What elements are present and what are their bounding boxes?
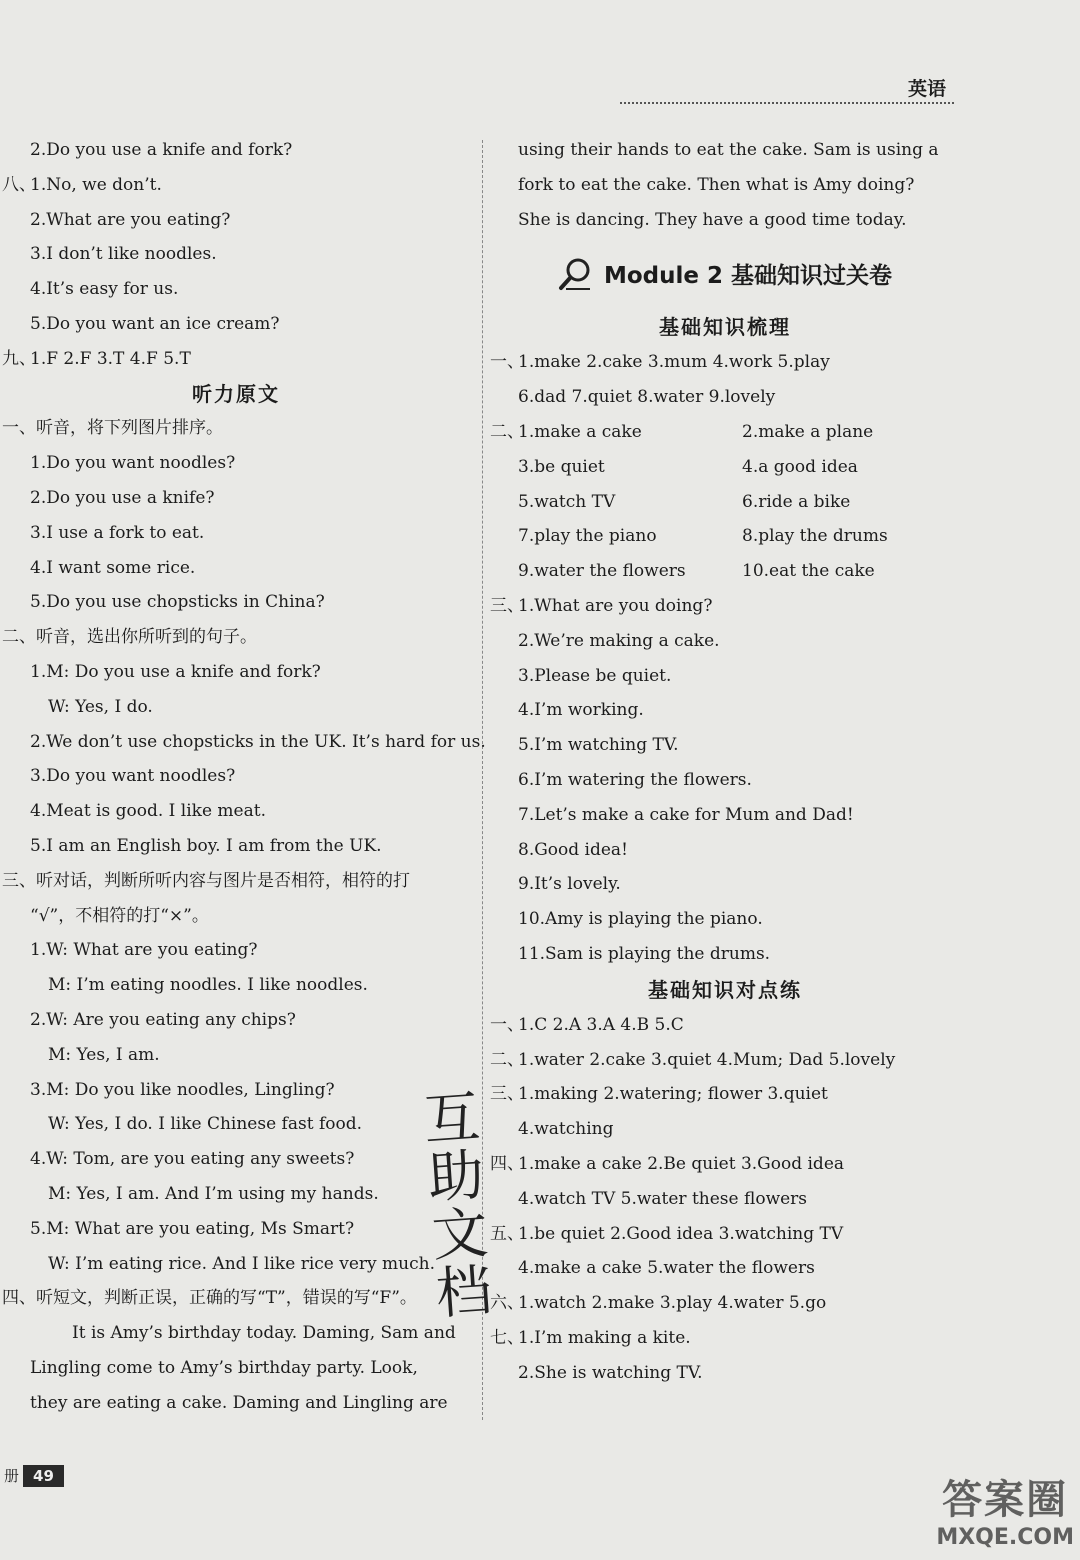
answer-text: 7.play the piano <box>518 526 657 547</box>
page-number: 49 <box>23 1465 64 1487</box>
answer-line <box>490 1217 960 1252</box>
answer-text: 4.make a cake 5.water the flowers <box>518 1258 815 1279</box>
exercise-instruction <box>0 899 472 934</box>
exercise-instruction <box>0 864 472 899</box>
instruction-text: “√”，不相符的打“×”。 <box>30 905 209 926</box>
answer-text: M: Yes, I am. And I’m using my hands. <box>48 1183 379 1204</box>
answer-text: 2.W: Are you eating any chips? <box>30 1009 296 1030</box>
right-column <box>490 133 960 1391</box>
section-heading: 基础知识梳理 <box>659 315 791 340</box>
subject-label: 英语 <box>908 78 947 100</box>
answer-line <box>0 307 472 342</box>
book-label: 册 <box>4 1467 20 1485</box>
answer-line <box>0 585 472 620</box>
header-dotted-rule <box>620 102 954 104</box>
answer-line <box>0 481 472 516</box>
answer-line <box>490 728 960 763</box>
paragraph-text: Lingling come to Amy’s birthday party. Look, <box>30 1357 418 1378</box>
instruction-text: 一、听音，将下列图片排序。 <box>2 418 223 439</box>
answer-line <box>0 551 472 586</box>
answer-text: M: I’m eating noodles. I like noodles. <box>48 975 368 996</box>
section-marker: 八、 <box>2 174 36 195</box>
module-title-text: Module 2 基础知识过关卷 <box>603 262 893 289</box>
answer-line <box>0 516 472 551</box>
answer-text-second: 8.play the drums <box>742 526 888 547</box>
answer-line <box>490 345 960 380</box>
handwritten-char: 助 <box>425 1142 487 1212</box>
answer-line <box>0 168 472 203</box>
paragraph-line <box>0 1351 472 1386</box>
site-logo-name: 答案圈 <box>942 1477 1069 1523</box>
answer-line <box>0 655 472 690</box>
answer-line <box>490 1251 960 1286</box>
instruction-text: 三、听对话，判断所听内容与图片是否相符，相符的打 <box>2 870 410 891</box>
answer-line <box>0 1212 472 1247</box>
exercise-instruction <box>0 411 472 446</box>
answer-line <box>0 203 472 238</box>
answer-line <box>0 725 486 760</box>
answer-text: M: Yes, I am. <box>48 1044 160 1065</box>
paragraph-line <box>490 168 960 203</box>
answer-line <box>490 589 960 624</box>
left-column <box>0 133 486 1420</box>
section-marker: 三、 <box>490 595 524 616</box>
answer-text: 1.What are you doing? <box>518 595 713 616</box>
answer-text: 5.Do you want an ice cream? <box>30 313 280 334</box>
paragraph-text: It is Amy’s birthday today. Daming, Sam and <box>72 1323 456 1344</box>
answer-line <box>0 237 472 272</box>
answer-line <box>490 1321 960 1356</box>
answer-text: 2.What are you eating? <box>30 209 231 230</box>
answer-text: 4.I want some rice. <box>30 557 196 578</box>
answer-line <box>490 1286 960 1321</box>
paragraph-text: they are eating a cake. Daming and Lingling are <box>30 1392 448 1413</box>
answer-text: 11.Sam is playing the drums. <box>518 943 771 964</box>
answer-line <box>490 833 960 868</box>
answer-line <box>490 380 960 415</box>
paragraph-line <box>490 133 960 168</box>
section-marker: 二、 <box>490 1049 524 1070</box>
answer-text: 10.Amy is playing the piano. <box>518 909 763 930</box>
section-marker: 一、 <box>490 352 524 373</box>
answer-line <box>490 485 960 520</box>
answer-text: 3.Do you want noodles? <box>30 766 236 787</box>
answer-text: 4.I’m working. <box>518 700 644 721</box>
answer-text: 4.Meat is good. I like meat. <box>30 801 266 822</box>
section-marker: 九、 <box>2 348 36 369</box>
answer-line <box>0 794 472 829</box>
answer-text: 1.No, we don’t. <box>30 174 162 195</box>
answer-line <box>0 933 472 968</box>
handwritten-char: 互 <box>421 1084 483 1154</box>
answer-text: 2.We don’t use chopsticks in the UK. It’s hard for us. <box>30 731 486 752</box>
answer-text: 4.watching <box>518 1119 614 1140</box>
section-marker: 七、 <box>490 1327 524 1348</box>
answer-line <box>490 1043 960 1078</box>
answer-text: W: Yes, I do. <box>48 696 153 717</box>
answer-text: 5.watch TV <box>518 491 616 512</box>
answer-text: 6.dad 7.quiet 8.water 9.lovely <box>518 387 776 408</box>
answer-text: 5.I’m watching TV. <box>518 735 679 756</box>
answer-line <box>490 763 960 798</box>
answer-line <box>490 937 960 972</box>
answer-text: 3.I don’t like noodles. <box>30 244 217 265</box>
answer-line <box>490 624 960 659</box>
answer-text: 2.She is watching TV. <box>518 1362 703 1383</box>
answer-line <box>490 902 960 937</box>
answer-text: 1.W: What are you eating? <box>30 940 258 961</box>
answer-text: 1.water 2.cake 3.quiet 4.Mum; Dad 5.lovely <box>518 1049 896 1070</box>
answer-text: 5.M: What are you eating, Ms Smart? <box>30 1218 355 1239</box>
answer-text-second: 2.make a plane <box>742 421 874 442</box>
answer-line <box>0 1177 472 1212</box>
answer-text: 4.watch TV 5.water these flowers <box>518 1188 808 1209</box>
answer-text: 5.Do you use chopsticks in China? <box>30 592 325 613</box>
answer-text: 8.Good idea! <box>518 839 628 860</box>
answer-text-second: 10.eat the cake <box>742 561 875 582</box>
answer-text: 1.C 2.A 3.A 4.B 5.C <box>518 1014 684 1035</box>
answer-line <box>0 342 472 377</box>
answer-line <box>0 1003 472 1038</box>
answer-text: 1.M: Do you use a knife and fork? <box>30 661 321 682</box>
section-marker: 三、 <box>490 1084 524 1105</box>
answer-text-second: 4.a good idea <box>742 456 858 477</box>
instruction-text: 二、听音，选出你所听到的句子。 <box>2 627 257 648</box>
answer-line <box>490 1112 960 1147</box>
answer-line <box>0 272 472 307</box>
answer-text: 1.I’m making a kite. <box>518 1327 691 1348</box>
section-marker: 五、 <box>490 1223 524 1244</box>
answer-line <box>490 867 960 902</box>
answer-text: 1.making 2.watering; flower 3.quiet <box>518 1084 828 1105</box>
answer-line <box>0 133 472 168</box>
answer-text: 1.make a cake 2.Be quiet 3.Good idea <box>518 1153 845 1174</box>
instruction-text: 四、听短文，判断正误，正确的写“T”，错误的写“F”。 <box>2 1288 417 1309</box>
answer-line <box>0 829 472 864</box>
answer-line <box>0 759 472 794</box>
answer-line <box>0 968 472 1003</box>
section-marker: 六、 <box>490 1293 524 1314</box>
answer-text: 4.W: Tom, are you eating any sweets? <box>30 1149 355 1170</box>
answer-line <box>490 1182 960 1217</box>
answer-line <box>0 1142 472 1177</box>
answer-text: 2.We’re making a cake. <box>518 630 720 651</box>
section-marker: 二、 <box>490 421 524 442</box>
answer-text: 9.water the flowers <box>518 561 686 582</box>
site-logo-url: MXQE.COM <box>936 1525 1074 1550</box>
answer-line <box>0 1107 472 1142</box>
section-heading: 基础知识对点练 <box>648 977 802 1002</box>
answer-line <box>490 1077 960 1112</box>
section-marker: 一、 <box>490 1014 524 1035</box>
page-number-tab <box>0 1463 64 1488</box>
magnifier-icon <box>558 255 594 291</box>
answer-line <box>0 1073 472 1108</box>
answer-text: 3.I use a fork to eat. <box>30 522 205 543</box>
answer-line <box>490 693 960 728</box>
answer-line <box>0 446 472 481</box>
section-heading: 听力原文 <box>192 381 280 406</box>
answer-line <box>0 690 472 725</box>
site-logo <box>936 1468 1074 1550</box>
answer-text: 1.watch 2.make 3.play 4.water 5.go <box>518 1293 827 1314</box>
answer-line <box>490 554 960 589</box>
answer-text: 1.F 2.F 3.T 4.F 5.T <box>30 348 191 369</box>
answer-text: 1.Do you want noodles? <box>30 453 236 474</box>
answer-text: 1.make 2.cake 3.mum 4.work 5.play <box>518 352 830 373</box>
answer-line <box>490 1147 960 1182</box>
paragraph-line <box>0 1386 472 1421</box>
exercise-instruction <box>0 620 472 655</box>
handwritten-char: 文 <box>429 1200 491 1270</box>
answer-text: 1.make a cake <box>518 421 642 442</box>
answer-text: 3.be quiet <box>518 456 605 477</box>
answer-text: 7.Let’s make a cake for Mum and Dad! <box>518 804 854 825</box>
section-marker: 四、 <box>490 1153 524 1174</box>
handwritten-char: 档 <box>433 1258 495 1328</box>
exercise-instruction <box>0 1281 472 1316</box>
answer-text: 5.I am an English boy. I am from the UK. <box>30 835 382 856</box>
paragraph-text: fork to eat the cake. Then what is Amy doing? <box>518 174 915 195</box>
answer-line <box>490 798 960 833</box>
paragraph-text: She is dancing. They have a good time today. <box>518 209 907 230</box>
answer-line <box>490 415 960 450</box>
paragraph-text: using their hands to eat the cake. Sam is using a <box>518 140 939 160</box>
answer-text: 4.It’s easy for us. <box>30 279 179 300</box>
paragraph-line <box>490 203 960 238</box>
answer-line <box>0 1247 472 1282</box>
answer-line <box>0 1038 472 1073</box>
answer-text: 2.Do you use a knife? <box>30 487 215 508</box>
module-title <box>490 237 960 309</box>
answer-line <box>490 1008 960 1043</box>
answer-line <box>490 1356 960 1391</box>
answer-line <box>490 450 960 485</box>
answer-text: W: I’m eating rice. And I like rice very much. <box>48 1253 435 1274</box>
answer-text: 2.Do you use a knife and fork? <box>30 140 293 160</box>
answer-text: 1.be quiet 2.Good idea 3.watching TV <box>518 1223 844 1244</box>
answer-text: 9.It’s lovely. <box>518 874 621 895</box>
paragraph-line <box>0 1316 472 1351</box>
answer-text: 3.M: Do you like noodles, Lingling? <box>30 1079 335 1100</box>
answer-text: W: Yes, I do. I like Chinese fast food. <box>48 1114 362 1135</box>
answer-text-second: 6.ride a bike <box>742 491 851 512</box>
answer-text: 3.Please be quiet. <box>518 665 672 686</box>
answer-line <box>490 659 960 694</box>
answer-line <box>490 519 960 554</box>
answer-text: 6.I’m watering the flowers. <box>518 769 752 790</box>
